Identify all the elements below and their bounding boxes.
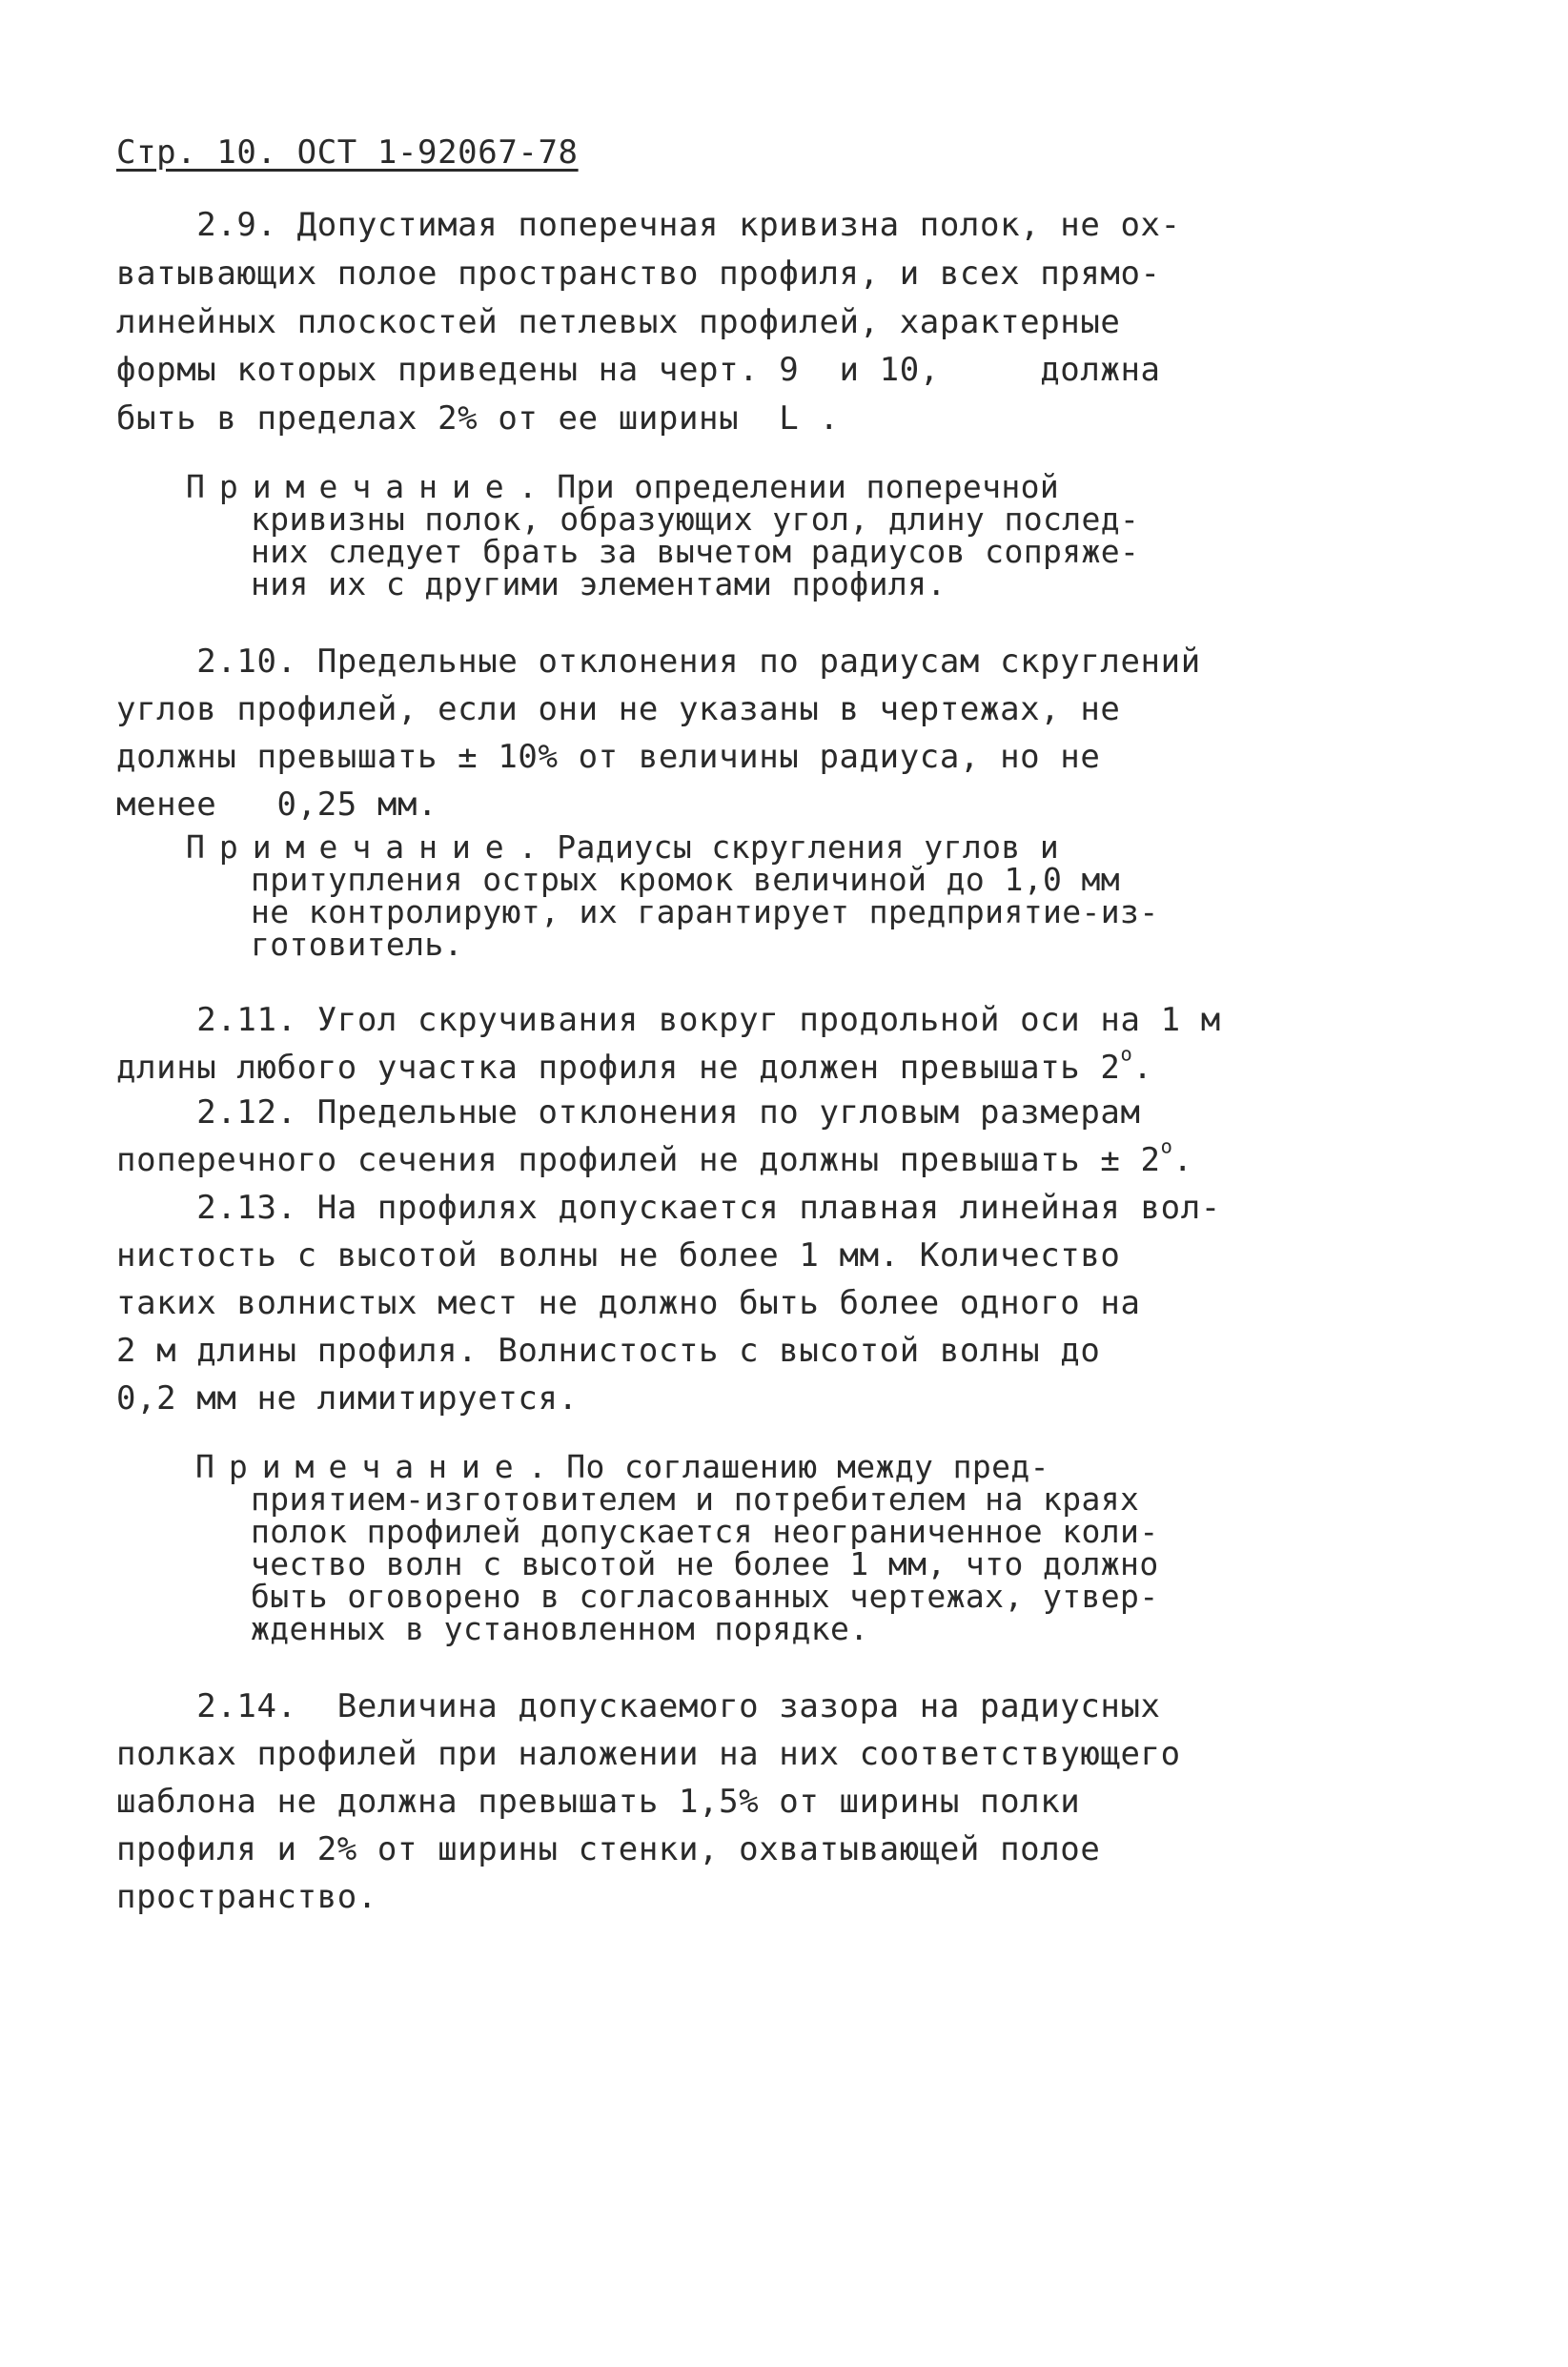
section-2-9-line-2: ватывающих полое пространство профиля, и всех прямо-: [116, 255, 1161, 293]
note-2-line-2: притупления острых кромок величиной до 1,0 мм: [251, 861, 1121, 898]
section-2-13-line-1: 2.13. На профилях допускается плавная линейная вол-: [116, 1189, 1221, 1227]
note-1-first-line: [186, 468, 1060, 505]
section-2-14-line-1: 2.14. Величина допускаемого зазора на радиусных: [116, 1687, 1161, 1725]
note-2-line-3: не контролируют, их гарантирует предприятие-из-: [251, 893, 1159, 930]
section-2-12-line-2-text: поперечного сечения профилей не должны превышать ± 2: [116, 1141, 1161, 1179]
section-2-14-line-2: полках профилей при наложении на них соответствующего: [116, 1735, 1181, 1773]
section-2-12-line-1: 2.12. Предельные отклонения по угловым размерам: [116, 1093, 1141, 1132]
note-2-first-line: [186, 828, 1060, 866]
section-2-11-line-2: длины любого участка профиля не должен превышать $2^о$.: [116, 1042, 1153, 1087]
section-2-10-line-2: углов профилей, если они не указаны в чертежах, не: [116, 690, 1121, 728]
section-2-14-line-4: профиля и 2% от ширины стенки, охватывающей полое: [116, 1830, 1101, 1868]
note-3-line-5: быть оговорено в согласованных чертежах, утвер-: [251, 1578, 1159, 1615]
degree-sign: о: [1120, 1042, 1133, 1066]
section-2-11-line-1: 2.11. Угол скручивания вокруг продольной оси на 1 м: [116, 1001, 1221, 1039]
note-2-line-4: готовитель.: [251, 926, 463, 963]
section-2-9-line-1: 2.9. Допустимая поперечная кривизна полок, не ох-: [116, 206, 1181, 244]
section-2-9-line-5: быть в пределах 2% от ее ширины L .: [116, 399, 840, 438]
degree-sign: о: [1160, 1134, 1173, 1158]
section-2-12-line-2: поперечного сечения профилей не должны превышать ± $2^о$.: [116, 1134, 1193, 1179]
note-3-line-3: полок профилей допускается неограниченное коли-: [251, 1513, 1159, 1550]
section-2-13-line-3: таких волнистых мест не должно быть более одного на: [116, 1284, 1141, 1322]
page-header: Стр. 10. ОСТ 1-92067-78: [116, 133, 579, 172]
note-2-label: Примечание: [186, 828, 519, 866]
note-3-line-2: приятием-изготовителем и потребителем на краях: [251, 1480, 1140, 1518]
note-3-line-6: жденных в установленном порядке.: [251, 1610, 869, 1647]
section-2-9-line-4: формы которых приведены на черт. 9 и 10, должна: [116, 351, 1161, 389]
section-2-10-line-1: 2.10. Предельные отклонения по радиусам скруглений: [116, 643, 1201, 681]
note-3-label: Примечание: [195, 1448, 528, 1485]
section-2-9-line-3: линейных плоскостей петлевых профилей, характерные: [116, 303, 1121, 341]
note-3-line-1: . По соглашению между пред-: [527, 1448, 1049, 1485]
section-2-13-line-5: 0,2 мм не лимитируется.: [116, 1379, 579, 1418]
section-2-10-line-4: менее 0,25 мм.: [116, 786, 438, 824]
note-2-line-1: . Радиусы скругления углов и: [518, 828, 1060, 866]
note-1-line-4: ния их с другими элементами профиля.: [251, 565, 947, 602]
section-2-10-line-3: должны превышать ± 10% от величины радиуса, но не: [116, 738, 1101, 776]
note-3-first-line: [195, 1448, 1049, 1485]
section-2-14-line-3: шаблона не должна превышать 1,5% от ширины полки: [116, 1783, 1081, 1821]
note-1-line-2: кривизны полок, образующих угол, длину послед-: [251, 500, 1140, 538]
section-2-14-line-5: пространство.: [116, 1878, 377, 1916]
note-3-line-4: чество волн с высотой не более 1 мм, что должно: [251, 1545, 1159, 1582]
note-1-label: Примечание: [186, 468, 519, 505]
section-2-11-line-2-text: длины любого участка профиля не должен превышать 2: [116, 1049, 1121, 1087]
section-2-13-line-2: нистость с высотой волны не более 1 мм. Количество: [116, 1236, 1121, 1275]
note-1-line-3: них следует брать за вычетом радиусов сопряже-: [251, 533, 1140, 570]
note-1-line-1: . При определении поперечной: [518, 468, 1060, 505]
section-2-13-line-4: 2 м длины профиля. Волнистость с высотой волны до: [116, 1332, 1101, 1370]
